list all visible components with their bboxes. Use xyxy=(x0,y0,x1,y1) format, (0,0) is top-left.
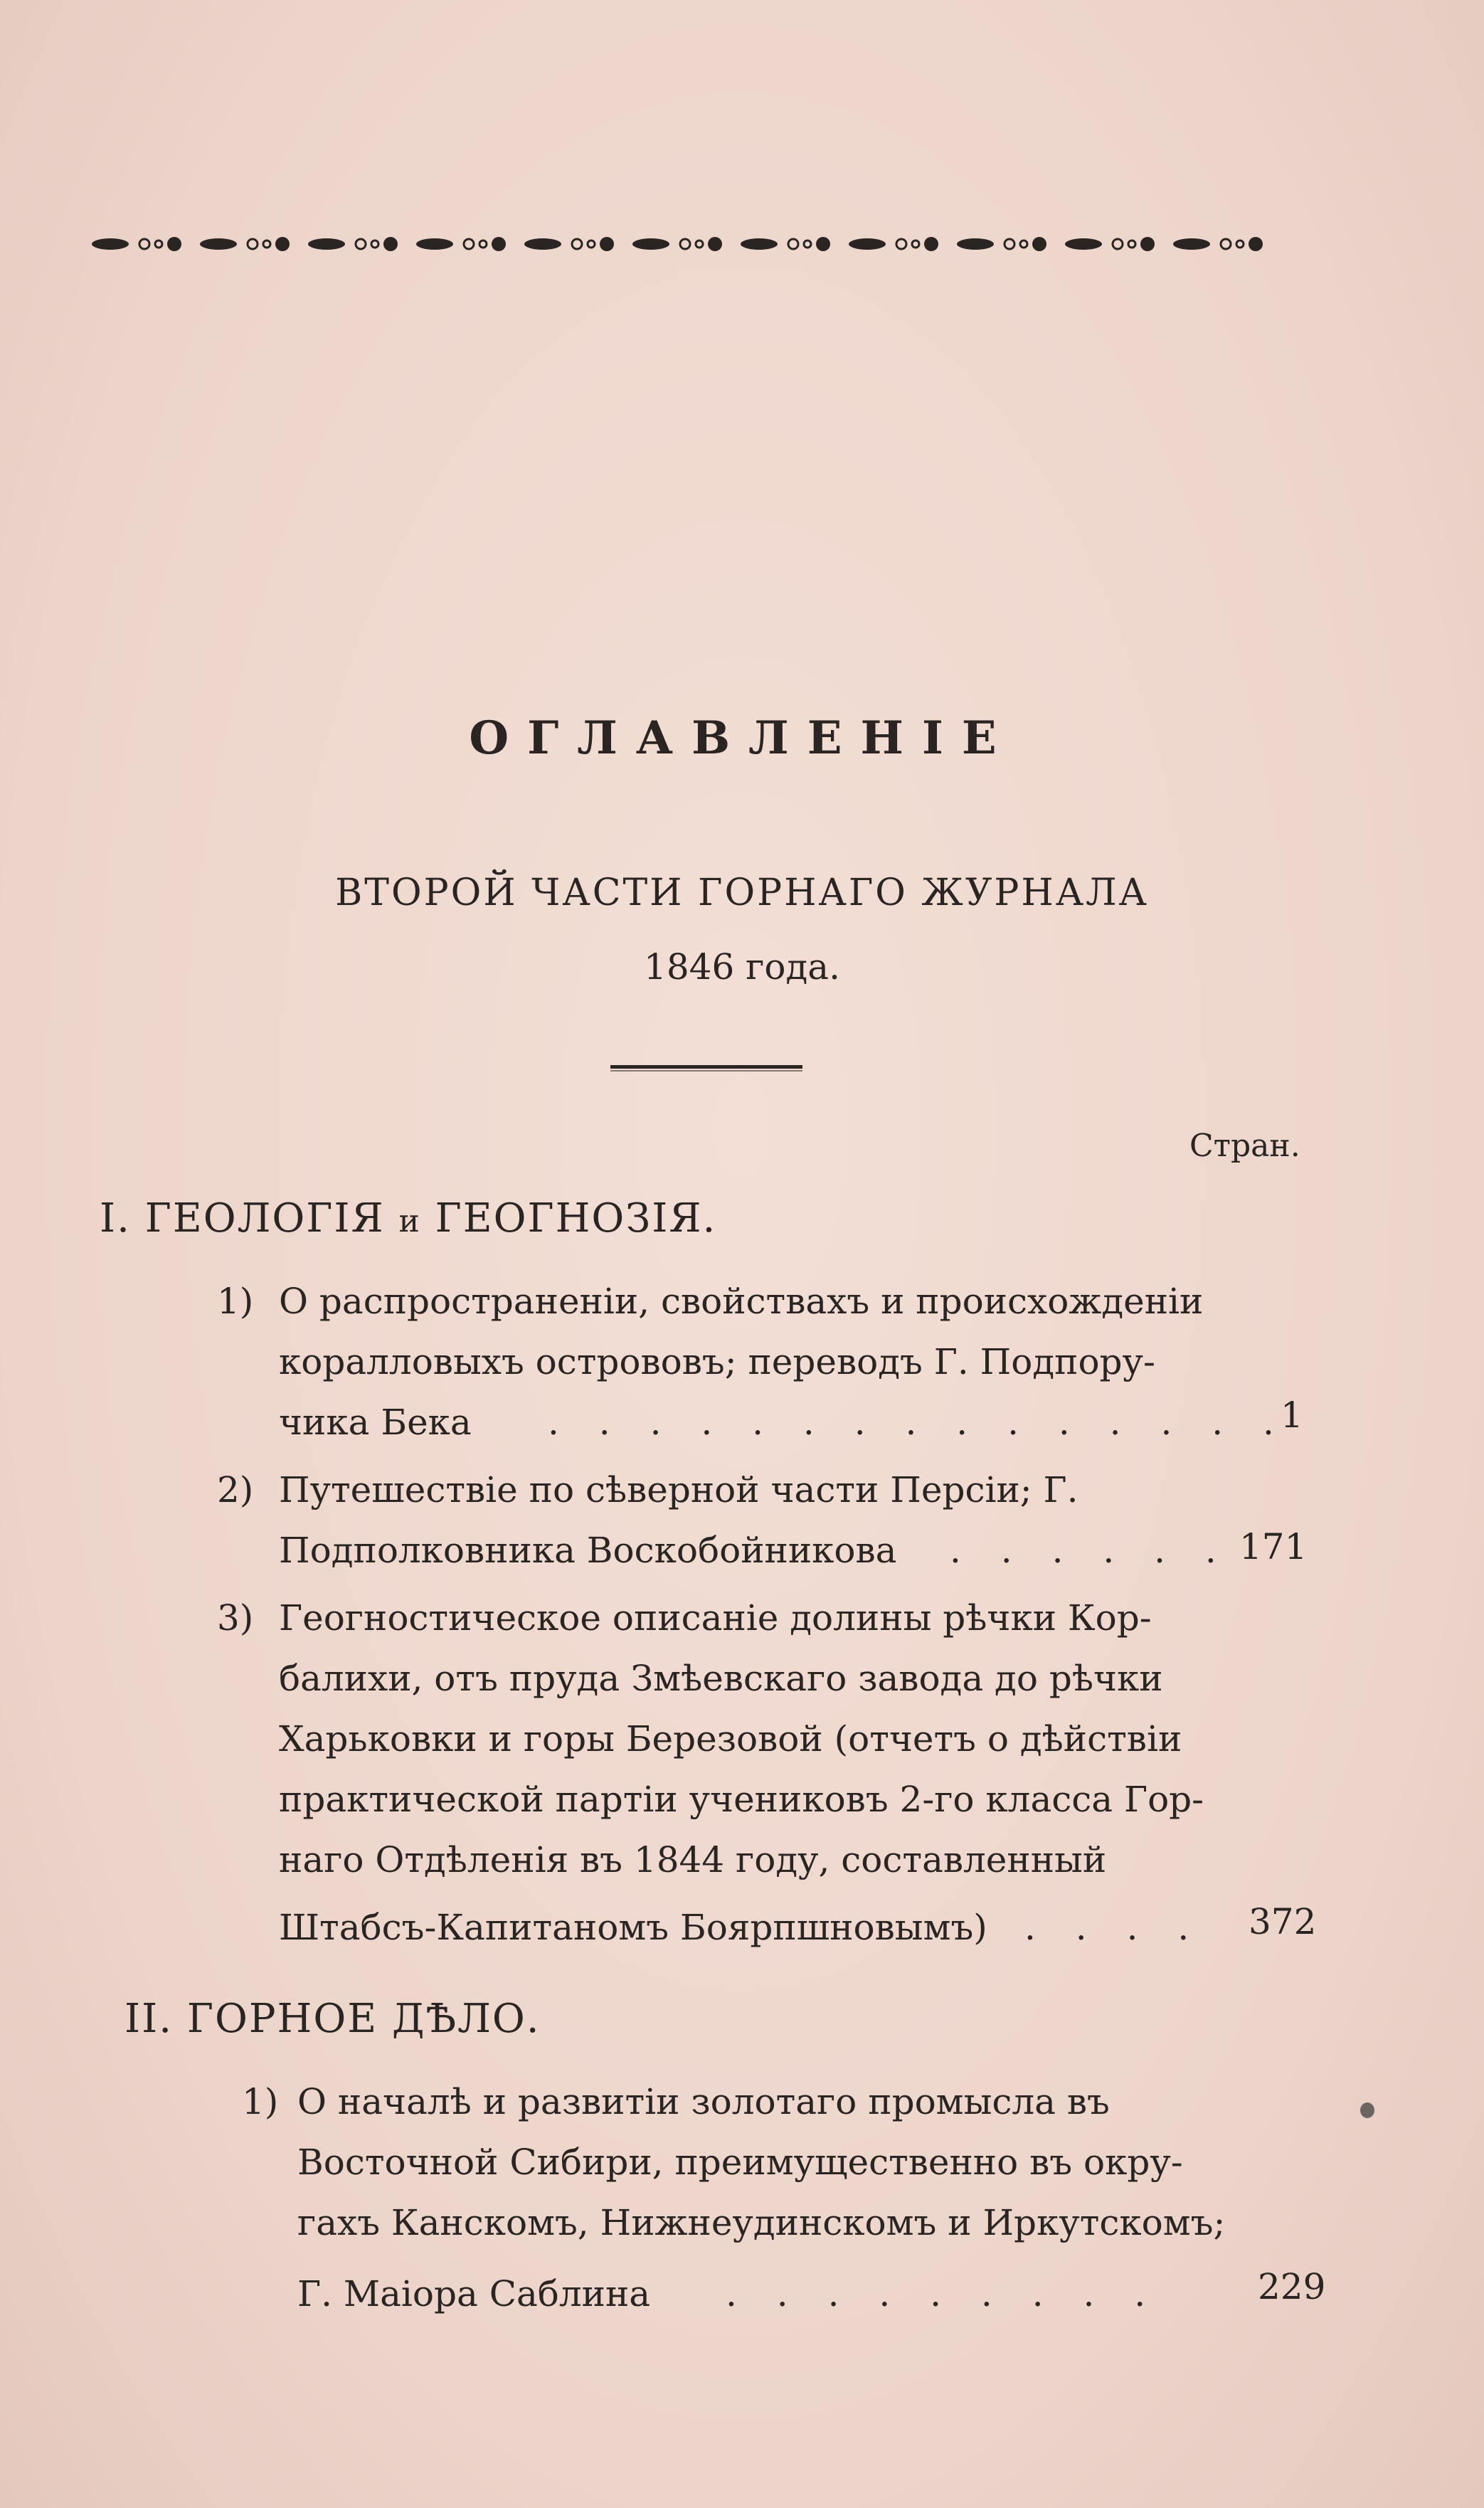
section-joiner: и xyxy=(398,1203,421,1239)
toc-entry-line: О распространеніи, свойствахъ и происхожденіи xyxy=(279,1281,1204,1322)
toc-entry-line: Штабсъ-Капитаномъ Боярпшновымъ) xyxy=(279,1907,987,1948)
toc-entry-line: Харьковки и горы Березовой (отчетъ о дѣйствіи xyxy=(279,1718,1182,1760)
toc-entry-line: гахъ Канскомъ, Нижнеудинскомъ и Иркутскомъ; xyxy=(297,2202,1226,2243)
toc-entry-line: Г. Маіора Саблина xyxy=(297,2273,651,2314)
leader-dots: . . . . . . . . . . . . . . . xyxy=(548,1402,1288,1443)
entry-number: 1) xyxy=(242,2081,279,2122)
section-title-b: ГЕОГНОЗІЯ. xyxy=(435,1195,717,1242)
section-numeral: II. xyxy=(124,1996,174,2042)
toc-entry-line: балихи, отъ пруда Змѣевскаго завода до рѣчки xyxy=(279,1658,1163,1699)
page-column-label: Стран. xyxy=(1189,1128,1300,1164)
leader-dots: . . . . . . xyxy=(950,1530,1231,1571)
toc-entry-line: Восточной Сибири, преимущественно въ окру- xyxy=(297,2142,1183,2183)
section-heading-mining xyxy=(124,1996,541,2042)
toc-entry-line: наго Отдѣленія въ 1844 году, составленный xyxy=(279,1839,1107,1880)
section-numeral: I. xyxy=(100,1195,131,1242)
divider-rule-thin xyxy=(610,1070,802,1072)
toc-entry-line: чика Бека xyxy=(279,1402,472,1443)
page-number: 1 xyxy=(1281,1395,1303,1436)
leader-dots: . . . . . . . . . xyxy=(726,2273,1160,2314)
page-number: 229 xyxy=(1258,2266,1326,2307)
page-subtitle: ВТОРОЙ ЧАСТИ ГОРНАГО ЖУРНАЛА xyxy=(335,872,1149,914)
toc-entry-line: коралловыхъ острововъ; переводъ Г. Подпору- xyxy=(279,1341,1155,1382)
toc-entry-line: Путешествіе по сѣверной части Персіи; Г. xyxy=(279,1469,1078,1510)
page-number: 171 xyxy=(1239,1526,1308,1567)
entry-number: 3) xyxy=(217,1597,254,1639)
toc-entry-line: Подполковника Воскобойникова xyxy=(279,1530,897,1571)
entry-number: 2) xyxy=(217,1469,254,1510)
section-heading-geology xyxy=(100,1195,716,1242)
publication-year: 1846 года. xyxy=(644,946,840,988)
ink-smudge xyxy=(1360,2102,1374,2118)
toc-entry-line: практической партіи учениковъ 2-го класса Гор- xyxy=(279,1779,1204,1820)
toc-entry-line: Геогностическое описаніе долины рѣчки Кор- xyxy=(279,1597,1152,1639)
page-title: ОГЛАВЛЕНІЕ xyxy=(469,711,1015,765)
ornamental-border xyxy=(89,226,1284,262)
page-number: 372 xyxy=(1249,1901,1317,1942)
section-title: ГОРНОЕ ДѢЛО. xyxy=(186,1996,541,2042)
section-title: ГЕОЛОГІЯ xyxy=(144,1195,385,1242)
leader-dots: . . . . xyxy=(1024,1907,1204,1948)
divider-rule xyxy=(610,1065,802,1069)
toc-entry-line: О началѣ и развитіи золотаго промысла въ xyxy=(297,2081,1110,2122)
entry-number: 1) xyxy=(217,1281,254,1322)
